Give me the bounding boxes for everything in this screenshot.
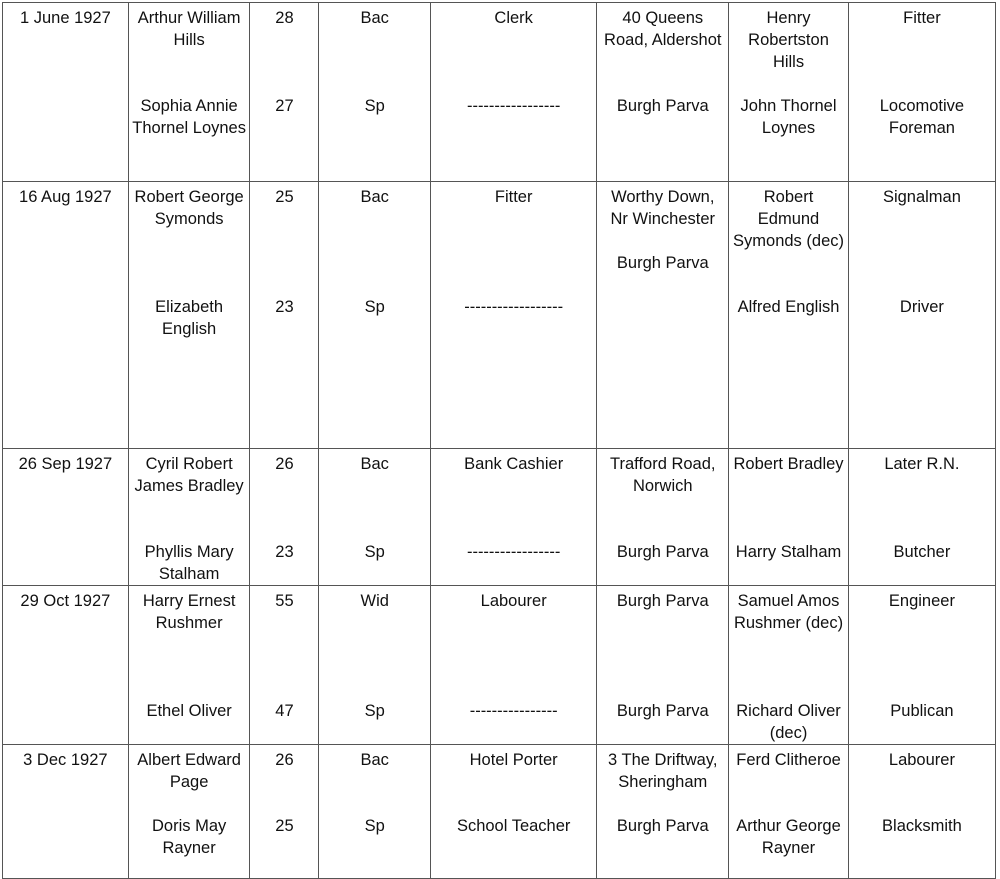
groom-father: Robert Bradley [733,455,844,473]
bride-father-occupation: Publican [890,702,954,720]
bride-father-occupation: Locomotive Foreman [879,97,965,137]
names-cell [128,182,250,449]
table-row [3,586,996,745]
groom-occupation: Clerk [494,9,533,27]
bride-name: Phyllis Mary Stalham [144,543,234,583]
names-cell [128,586,250,745]
groom-residence: Burgh Parva [616,592,709,610]
bride-residence: Burgh Parva [616,817,709,835]
residences-cell [597,745,729,879]
fathers-cell [729,182,849,449]
conditions-cell [319,586,431,745]
bride-father-occupation: Butcher [893,543,951,561]
marriage-register-table [2,2,996,879]
names-cell [128,449,250,586]
names-cell [128,3,250,182]
occupations-cell [431,182,597,449]
bride-condition: Sp [364,543,385,561]
groom-name: Harry Ernest Rushmer [142,592,236,632]
groom-residence: 3 The Driftway, Sheringham [608,751,718,791]
residences-cell [597,449,729,586]
residences-cell [597,586,729,745]
groom-occupation: Fitter [494,188,533,206]
father-occupations-cell [848,3,995,182]
groom-residence: Worthy Down, Nr Winchester [610,188,716,228]
bride-name: Elizabeth English [155,298,224,338]
groom-condition: Bac [360,188,389,206]
father-occupations-cell [848,182,995,449]
marriage-date: 16 Aug 1927 [3,182,129,449]
conditions-cell [319,3,431,182]
groom-father: Samuel Amos Rushmer (dec) [733,592,844,632]
bride-residence: Burgh Parva [616,97,709,115]
father-occupations-cell [848,449,995,586]
bride-condition: Sp [364,817,385,835]
groom-father-occupation: Later R.N. [884,455,960,473]
groom-name: Arthur William Hills [137,9,241,49]
table-row [3,182,996,449]
bride-condition: Sp [364,702,385,720]
bride-father: Arthur George Rayner [736,817,841,857]
groom-condition: Wid [360,592,389,610]
bride-condition: Sp [364,97,385,115]
bride-occupation: School Teacher [456,817,571,835]
ages-cell [250,3,319,182]
bride-father: Richard Oliver (dec) [736,702,841,742]
bride-age: 25 [275,817,294,835]
groom-occupation: Labourer [480,592,547,610]
groom-condition: Bac [360,751,389,769]
father-occupations-cell [848,586,995,745]
bride-name: Sophia Annie Thornel Loynes [132,97,246,137]
bride-age: 23 [275,298,294,316]
bride-residence: Burgh Parva [616,543,709,561]
names-cell [128,745,250,879]
bride-occupation: ----------------- [466,97,561,115]
marriage-date: 3 Dec 1927 [3,745,129,879]
bride-name: Ethel Oliver [146,702,232,720]
fathers-cell [729,3,849,182]
ages-cell [250,449,319,586]
groom-name: Robert George Symonds [134,188,244,228]
groom-residence: 40 Queens Road, Aldershot [604,9,722,49]
marriage-date: 29 Oct 1927 [3,586,129,745]
bride-occupation: ------------------ [464,298,564,316]
groom-occupation: Bank Cashier [464,455,564,473]
marriage-date: 1 June 1927 [3,3,129,182]
groom-condition: Bac [360,9,389,27]
occupations-cell [431,3,597,182]
groom-father-occupation: Labourer [888,751,955,769]
fathers-cell [729,745,849,879]
fathers-cell [729,586,849,745]
occupations-cell [431,449,597,586]
bride-father-occupation: Driver [899,298,944,316]
marriage-date: 26 Sep 1927 [3,449,129,586]
groom-father-occupation: Signalman [882,188,961,206]
bride-occupation: ---------------- [469,702,558,720]
groom-father-occupation: Fitter [903,9,941,27]
groom-age: 25 [275,188,294,206]
table-row [3,745,996,879]
bride-residence: Burgh Parva [616,702,709,720]
table-row [3,449,996,586]
groom-father: Ferd Clitheroe [736,751,841,769]
groom-father-occupation: Engineer [888,592,955,610]
bride-father: Alfred English [737,298,840,316]
groom-residence: Trafford Road, Norwich [610,455,716,495]
bride-occupation: ----------------- [466,543,561,561]
bride-father-occupation: Blacksmith [882,817,962,835]
groom-name: Cyril Robert James Bradley [134,455,244,495]
bride-residence: Burgh Parva [616,254,709,272]
ages-cell [250,182,319,449]
bride-age: 23 [275,543,294,561]
bride-age: 47 [275,702,294,720]
father-occupations-cell [848,745,995,879]
groom-age: 55 [275,592,294,610]
occupations-cell [431,586,597,745]
residences-cell [597,3,729,182]
groom-age: 26 [275,455,294,473]
ages-cell [250,586,319,745]
bride-age: 27 [275,97,294,115]
groom-age: 28 [275,9,294,27]
conditions-cell [319,745,431,879]
groom-occupation: Hotel Porter [469,751,558,769]
groom-father: Henry Robertston Hills [748,9,829,71]
conditions-cell [319,182,431,449]
ages-cell [250,745,319,879]
groom-age: 26 [275,751,294,769]
groom-name: Albert Edward Page [137,751,241,791]
bride-father: Harry Stalham [735,543,842,561]
conditions-cell [319,449,431,586]
groom-father: Robert Edmund Symonds (dec) [733,188,844,250]
fathers-cell [729,449,849,586]
groom-condition: Bac [360,455,389,473]
residences-cell [597,182,729,449]
bride-name: Doris May Rayner [151,817,227,857]
bride-father: John Thornel Loynes [740,97,837,137]
bride-condition: Sp [364,298,385,316]
table-row [3,3,996,182]
occupations-cell [431,745,597,879]
